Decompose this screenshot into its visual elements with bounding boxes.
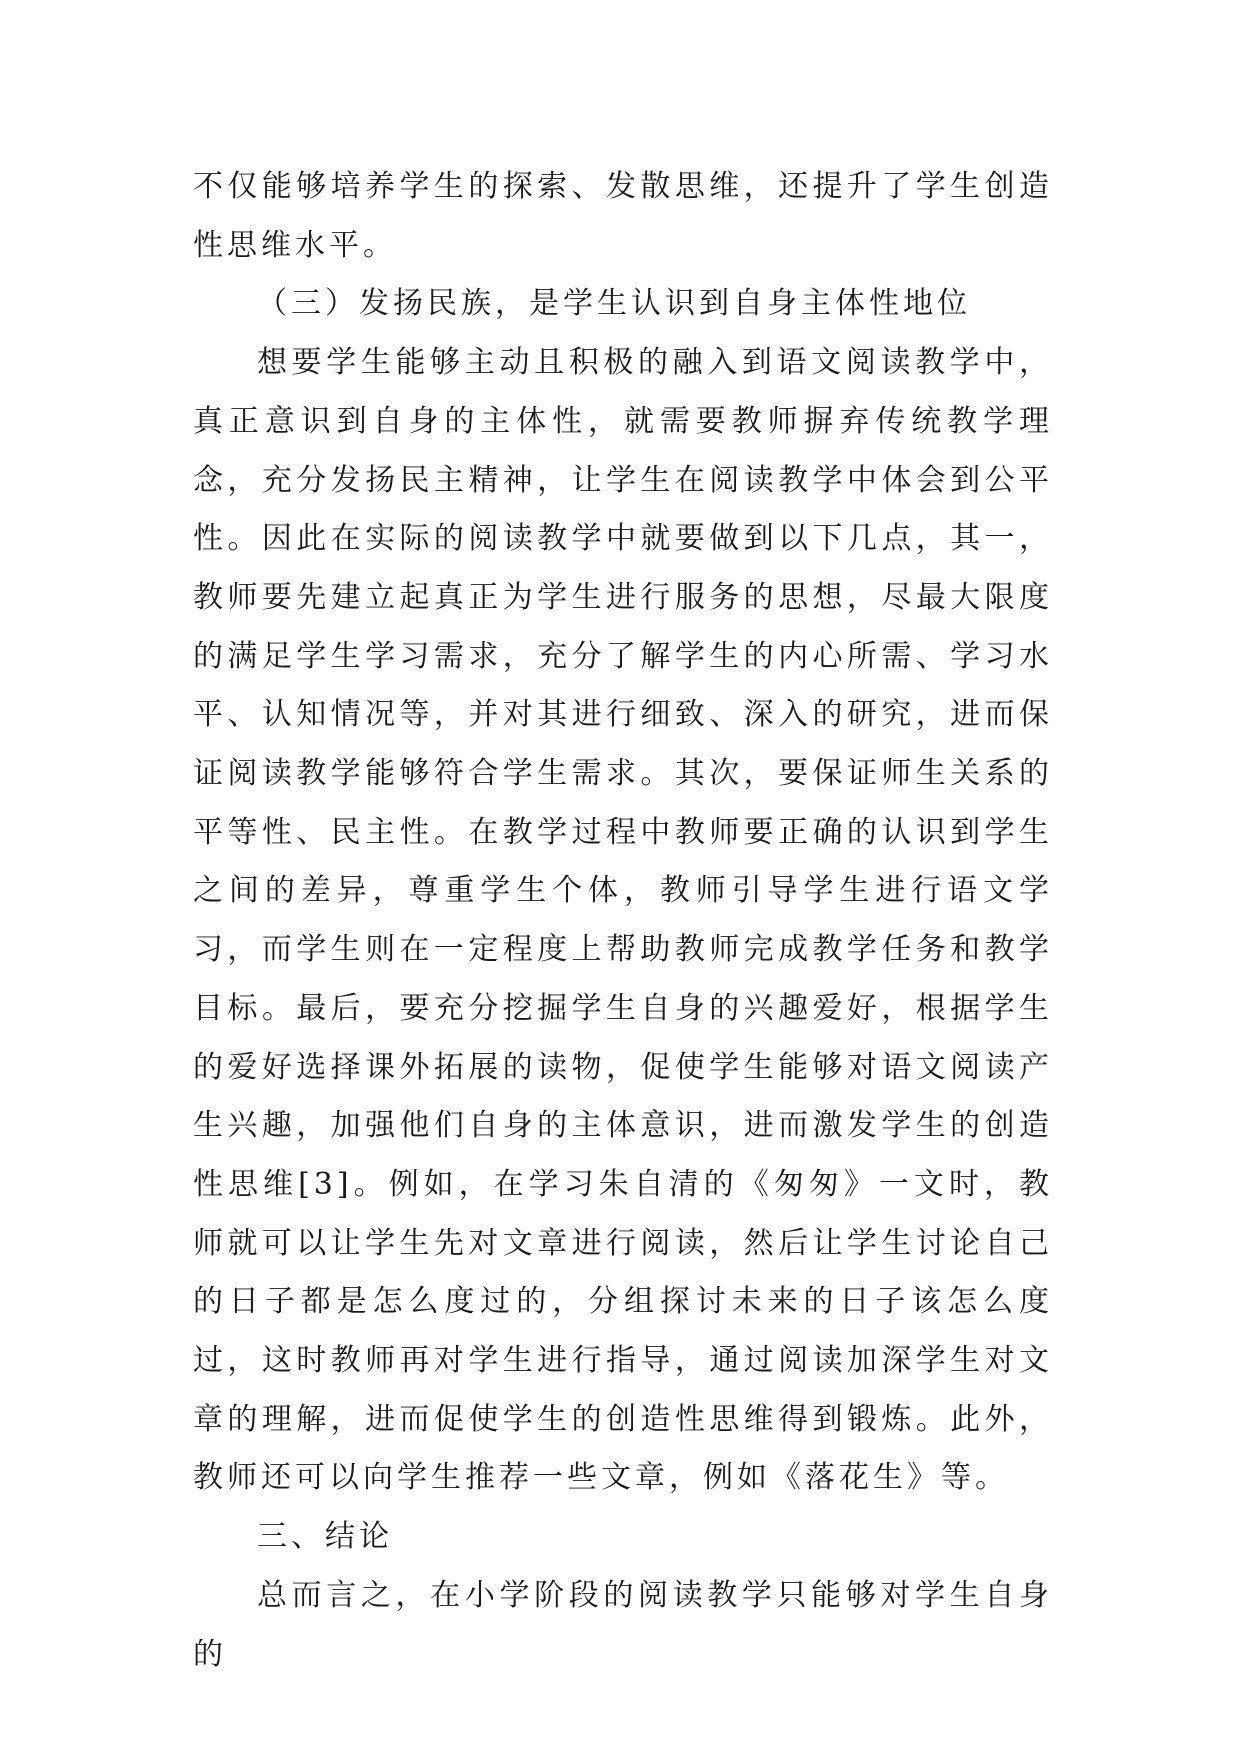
paragraph-continuation: 不仅能够培养学生的探索、发散思维，还提升了学生创造性思维水平。	[193, 169, 1053, 263]
paragraph-conclusion: 总而言之，在小学阶段的阅读教学只能够对学生自身的	[193, 1577, 1053, 1672]
paragraph-body: 想要学生能够主动且积极的融入到语文阅读教学中，真正意识到自身的主体性，就需要教师摒弃传统教学理念，充分发扬民主精神，让学生在阅读教学中体会到公平性。因此在实际的阅读教学中就要做到以下几点，其一，教师要先建立起真正为学生进行服务的思想，尽最大限度的满足学生学习需求，充分了解学生的内心所需、学习水平、认知情况等，并对其进行细致、深入的研究，进而保证阅读教学能够符合学生需求。其次，要保证师生关系的平等性、民主性。在教学过程中教师要正确的认识到学生之间的差异，尊重学生个体，教师引导学生进行语文学习，而学生则在一定程度上帮助教师完成教学任务和教学目标。最后，要充分挖掘学生自身的兴趣爱好，根据学生的爱好选择课外拓展的读物，促使学生能够对语文阅读产生兴趣，加强他们自身的主体意识，进而激发学生的创造性思维[3]。例如，在学习朱自清的《匆匆》一文时，教师就可以让学生先对文章进行阅读，然后让学生讨论自己的日子都是怎么度过的，分组探讨未来的日子该怎么度过，这时教师再对学生进行指导，通过阅读加深学生对文章的理解，进而促使学生的创造性思维得到锻炼。此外，教师还可以向学生推荐一些文章，例如《落花生》等。	[193, 345, 1053, 1496]
section-heading-conclusion: 三、结论	[257, 1519, 393, 1555]
section-heading-3: （三）发扬民族，是学生认识到自身主体性地位	[257, 286, 971, 322]
document-page	[193, 158, 1053, 1684]
